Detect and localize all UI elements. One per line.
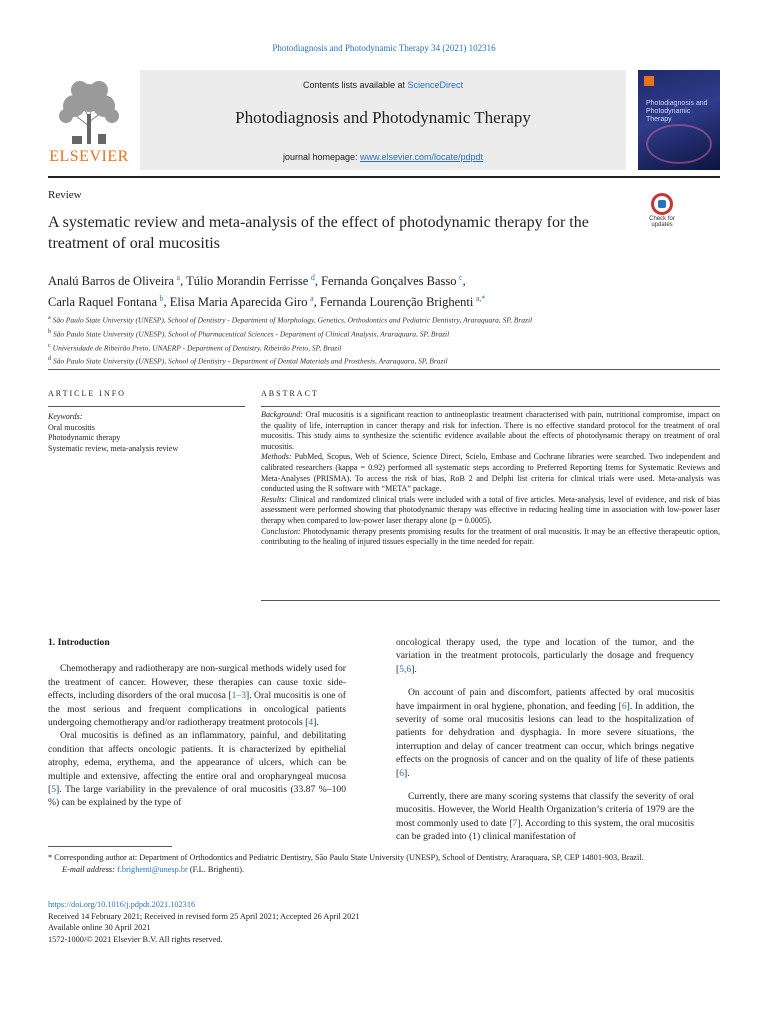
abstract-conclusion (261, 527, 720, 548)
body-paragraph (396, 790, 694, 844)
abstract-section-label: Results: (261, 494, 288, 504)
body-column-right (396, 636, 694, 844)
author-affiliation-mark[interactable]: c (459, 273, 463, 282)
affiliation-mark: d (48, 355, 52, 363)
paragraph-text: ]. (411, 663, 417, 675)
abstract-results (261, 495, 720, 527)
abstract-section-text: Oral mucositis is a significant reaction to antineoplastic treatment characterised with pain, nutritional compromise, impact on the quality of life, interruption in cancer therapy and risk for infection. There is no effective standard protocol for the treatment of oral mucositis. This study aims to synthesize the scientific evidence available about the effects of photodynamic therapy on treatment of oral mucositis. (261, 410, 720, 451)
author-affiliation-mark[interactable]: a (310, 294, 314, 304)
contents-prefix: Contents lists available at (302, 80, 408, 90)
email-link[interactable]: f.brighenti@unesp.br (117, 864, 188, 874)
affiliation-item (48, 326, 720, 340)
paragraph-text: Currently, there are many scoring systems that classify the severity of oral mucositis. However, the World Health Organization’s criteria of 1979 are the most commonly used to date [ (396, 791, 694, 829)
body-paragraph (396, 686, 694, 780)
cover-publisher-mark-icon (644, 76, 654, 86)
abstract-body (261, 410, 720, 548)
contents-line (140, 80, 626, 90)
journal-homepage-link[interactable]: www.elsevier.com/locate/pdpdt (360, 152, 484, 162)
crossmark-icon (651, 193, 673, 215)
affiliation-item (48, 353, 720, 367)
body-column-left (48, 636, 346, 810)
cover-title: Photodiagnosis and Photodynamic Therapy (646, 100, 708, 123)
header-divider (48, 176, 720, 178)
affiliation-mark: c (48, 341, 51, 349)
body-paragraph (48, 729, 346, 809)
email-label: E-mail address: (62, 864, 117, 874)
keywords-block (48, 412, 248, 454)
banner-center (140, 70, 626, 170)
abstract-section-text: Photodynamic therapy presents promising results for the treatment of oral mucositis. It may be an effective therapeutic option, contributing to the healing of injured tissues especially in the time needed for repair. (261, 526, 720, 547)
citation-link[interactable]: 1–3 (231, 690, 246, 702)
author-name[interactable]: Analú Barros de Oliveira (48, 274, 175, 289)
article-info-divider (48, 406, 245, 407)
front-matter-divider (48, 369, 720, 370)
affiliation-list (48, 312, 720, 367)
author-name[interactable]: Carla Raquel Fontana (48, 295, 157, 310)
article-info-heading: ARTICLE INFO (48, 389, 126, 398)
cover-swirl-icon (646, 124, 712, 164)
citation-link[interactable]: 6 (399, 767, 404, 779)
abstract-section-label: Background: (261, 410, 303, 419)
elsevier-wordmark: ELSEVIER (49, 148, 129, 165)
author-affiliation-mark[interactable]: d (310, 273, 315, 282)
paragraph-text: On account of pain and discomfort, patients affected by oral mucositis have impairment in oral hygiene, phonation, and feeding [ (396, 687, 694, 712)
citation-link[interactable]: 5,6 (399, 663, 412, 675)
keyword-item: Photodynamic therapy (48, 433, 121, 442)
email-suffix: (F.L. Brighenti). (187, 864, 245, 874)
copyright-line: 1572-1000/© 2021 Elsevier B.V. All rights reserved. (48, 934, 223, 944)
body-paragraph (396, 636, 694, 676)
elsevier-tree-icon (54, 76, 124, 146)
affiliation-text: São Paulo State University (UNESP), School of Dentistry - Department of Morphology, Genetics, Orthodontics and Pediatric Dentistry, Araraquara, SP, Brazil (52, 315, 533, 325)
paragraph-text: Chemotherapy and radiotherapy are non-surgical methods widely used for the treatment of cancer. However, these therapies can cause toxic side-effects, including disorders of the oral mucosa [ (48, 663, 346, 702)
received-dates: Received 14 February 2021; Received in revised form 25 April 2021; Accepted 26 April 2021 (48, 911, 360, 921)
journal-banner (48, 70, 720, 170)
article-type: Review (48, 189, 82, 201)
affiliation-item (48, 340, 720, 354)
affiliation-item (48, 312, 720, 326)
citation-link[interactable]: 5 (51, 784, 56, 796)
body-paragraph (48, 662, 346, 729)
paragraph-text: Oral mucositis is defined as an inflammatory, painful, and debilitating condition that affects oncologic patients. It is characterized by epithelial atrophy, edema, erythema, and the appearance of ulcers, which can be multiple and extensive, affecting the entire oral and oropharyngeal mucosa [ (48, 730, 346, 796)
section-heading: 1. Introduction (48, 637, 110, 648)
affiliation-text: São Paulo State University (UNESP), School of Dentistry - Department of Dental Materials and Prosthesis, Araraquara, SP, Brazil (53, 356, 448, 366)
abstract-methods (261, 452, 720, 494)
footnote-block (48, 852, 720, 875)
paragraph-text: ]. (313, 717, 319, 729)
keywords-label: Keywords: (48, 412, 83, 421)
affiliation-text: São Paulo State University (UNESP), School of Pharmaceutical Sciences - Department of Clinical Analysis, Araraquara, SP, Brazil (53, 329, 450, 339)
footnote-divider (48, 846, 172, 847)
journal-title: Photodiagnosis and Photodynamic Therapy (235, 108, 531, 127)
abstract-section-label: Conclusion: (261, 526, 301, 536)
elsevier-logo[interactable] (48, 70, 130, 170)
abstract-section-label: Methods: (261, 452, 292, 462)
author-list: Analú Barros de Oliveira $^a$, Túlio Morandin Ferrisse $^d$, Fernanda Gonçalves Basso $^c$, Carla Raquel Fontana $^b$, Elisa Maria Aparecida Giro $^a$, Fernanda Lourenção Brighenti $^{a,*}$ (48, 273, 486, 310)
journal-cover-thumbnail[interactable] (638, 70, 720, 170)
paragraph-text: ]. (404, 767, 410, 779)
homepage-prefix: journal homepage: (282, 152, 360, 162)
abstract-background (261, 410, 720, 452)
article-metadata (48, 899, 720, 945)
journal-citation[interactable]: Photodiagnosis and Photodynamic Therapy 34 (2021) 102316 (272, 43, 496, 53)
author-name[interactable]: Elisa Maria Aparecida Giro (169, 295, 308, 310)
paragraph-text: ]. According to this system, the oral mucositis can be graded into (1) clinical manifestation of (396, 817, 694, 843)
crossmark-label: Check for updates (649, 216, 675, 228)
abstract-section-text: PubMed, Scopus, Web of Science, Science Direct, Scielo, Embase and Cochrane libraries were searched. Two independent and calibrated researchers (kappa = 0.92) performed all systematic steps according to Preferred Reporting Items for Systematic Reviews and Meta-Analyses (PRISMA). To access the risk of bias, RoB 2 and Delphi list criteria for clinical trials were used. Meta-analysis was conducted using the R software with “META” package. (261, 452, 720, 494)
keyword-item: Oral mucositis (48, 422, 95, 432)
abstract-end-divider (261, 600, 720, 601)
paragraph-text: ]. The large variability in the prevalence of oral mucositis (33.87 %–100 %) can be explained by the type of (48, 784, 346, 809)
author-name[interactable]: Fernanda Gonçalves Basso (321, 274, 457, 289)
homepage-line (140, 152, 626, 162)
sciencedirect-link[interactable]: ScienceDirect (407, 80, 464, 90)
affiliation-text: Universidade de Ribeirão Preto, UNAERP - Department of Dentistry, Ribeirão Preto, SP, Brazil (52, 343, 342, 353)
author-affiliation-mark[interactable]: a,* (475, 294, 486, 304)
author-name[interactable]: Túlio Morandin Ferrisse (186, 274, 309, 289)
abstract-divider (261, 406, 720, 407)
available-online: Available online 30 April 2021 (48, 923, 151, 933)
affiliation-mark: a (48, 314, 51, 321)
email-line (48, 864, 720, 876)
check-for-updates-button[interactable] (646, 193, 678, 227)
affiliation-mark: b (48, 327, 52, 335)
citation-link[interactable]: 7 (512, 817, 518, 829)
corresponding-author-note: * Corresponding author at: Department of Orthodontics and Pediatric Dentistry, São Paulo State University (UNESP), School of Dentistry, Araraquara, SP, CEP 14801-903, Brazil. (48, 853, 644, 862)
paragraph-text: ]. Oral mucositis is one of the most serious and frequent complications in oncological patients undergoing chemotherapy and/or radiotherapy treatment protocols [ (48, 690, 346, 729)
citation-link[interactable]: 6 (621, 700, 627, 712)
doi-link[interactable]: https://doi.org/10.1016/j.pdpdt.2021.102316 (48, 900, 196, 909)
author-affiliation-mark[interactable]: a (176, 273, 181, 282)
author-name[interactable]: Fernanda Lourenção Brighenti (319, 295, 474, 310)
article-title: A systematic review and meta-analysis of the effect of photodynamic therapy for the treatment of oral mucositis (48, 214, 589, 252)
keyword-item: Systematic review, meta-analysis review (48, 443, 179, 453)
author-affiliation-mark[interactable]: b (159, 294, 164, 304)
citation-link[interactable]: 4 (308, 717, 314, 729)
abstract-heading: ABSTRACT (261, 389, 319, 398)
abstract-section-text: Clinical and randomized clinical trials were included with a total of five articles. Meta-analysis, level of evidence, and risk of bias assessment were performed showing that photodynamic therapy was effective in reducing healing time in association with low-power laser therapy when compared to low-power laser therapy alone (p = 0.0005). (261, 494, 720, 525)
paragraph-text: ]. In addition, the severity of some oral mucositis lesions can lead to the hospitalization of patients for dehydration and dysphagia. In more severe situations, the interruption and delay of cancer treatment can occur, which brings negative effects on the prognosis of cancer and on the quality of life of these patients [ (396, 700, 694, 779)
paragraph-text: oncological therapy used, the type and location of the tumor, and the variation in the treatment protocols, particularly the dosage and frequency [ (396, 637, 694, 675)
